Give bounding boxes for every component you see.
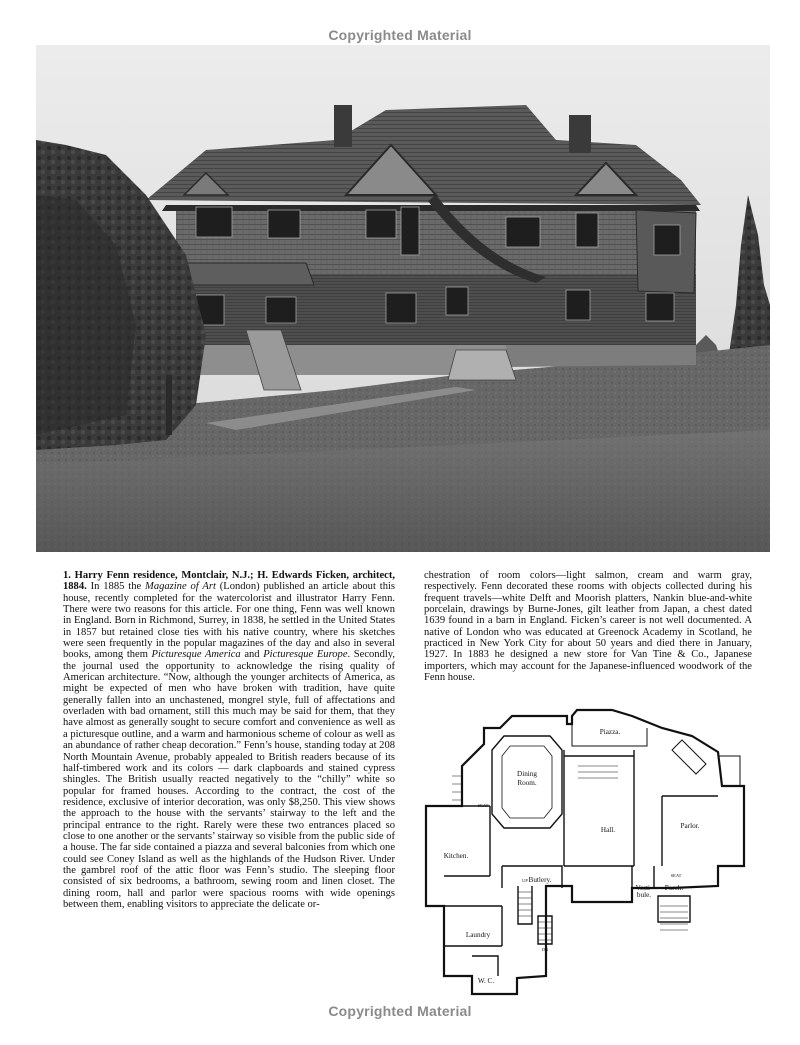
- room-label-wc: W. C.: [477, 977, 495, 985]
- room-label-parlor: Parlor.: [680, 822, 700, 830]
- house-photograph: [36, 45, 770, 552]
- room-label-dining: Dining: [517, 770, 537, 778]
- stair-up-label: UP: [522, 878, 528, 883]
- caption-italic: Picturesque America: [151, 649, 241, 661]
- floor-plan: [422, 706, 752, 1000]
- caption-italic: Magazine of Art: [145, 581, 216, 593]
- caption-right-column: [424, 570, 752, 683]
- room-label-kitchen: Kitchen.: [443, 852, 469, 860]
- caption-continued: chestration of room colors—light salmon, cream and warm gray, respectively. Fenn decorated these rooms with objects collected during his frequent travels—white Delft and Moorish platters, Nankin blue-and-white porcelain, drawings by Burne-Jones, gilt leather from Japan, a chest dated 1639 found in a barn in England. Ficken’s career is not well documented. A native of London who was educated at Greenock Academy in Scotland, he practiced in New York City for about 50 years and died there in January, 1927. In 1883 he designed a new store for Van Tine & Co., Japanese importers, which may account for the Japanese-influenced woodwork of the Fenn house.: [424, 570, 752, 684]
- caption-text: (London) published an article about this house, recently completed for the watercolorist and illustrator Harry Fenn. There were two reasons for this article. For one thing, Fenn was well known in England. Born in Richmond, Surrey, in 1838, he settled in the United States in 1857 but retained close ties with his native country, where his sketches were seen frequently in the popular magazines of the day and also in several books, among them: [63, 581, 396, 661]
- watermark-bottom: Copyrighted Material: [328, 1003, 472, 1019]
- caption-text: . Secondly, the journal used the opportunity to acknowledge the rising quality of American architecture. “Now, although the younger architects of America, as might be expected of men who have broken with tradition, have quite generally fallen into an unchastened, mongrel style, full of affectations and overladen with bad ornament, still this much may be said for them, that they have almost as generally sought to secure comfort and convenience as well as a picturesque outline, and a warm and harmonious scheme of colour as well as an abundance of rather cheap decoration.” Fenn’s house, standing today at 208 North Mountain Avenue, probably appealed to British readers because of its half-timbered work and its colors — dark clapboards and stained cypress shingles. The British usually reacted negatively to the “chilly” white so popular for framed houses. According to the contract, the cost of the residence, exclusive of interior decoration, was only $8,250. This view shows the approach to the house with the servants’ stairway to the left and the principal entrance to the right. Rarely were these two entrances placed so close to one another or the servants’ stairway so visible from the public side of a house. The far side contained a piazza and several balconies from which one could see Coney Island as well as the highlands of the Hudson River. Under the gambrel roof of the attic floor was Fenn’s studio. The sleeping floor consisted of six bedrooms, a bathroom, sewing room and linen closet. The dining room, hall and parlor were spacious rooms with wide openings between them, enabling visitors to appreciate the delicate or-: [63, 649, 395, 910]
- stair-down-label: DN: [541, 947, 549, 952]
- caption-text: In 1885 the: [86, 581, 146, 593]
- watermark-top: Copyrighted Material: [328, 27, 472, 43]
- caption-text: and: [240, 649, 264, 661]
- caption-italic: Picturesque Europe: [263, 649, 348, 661]
- seat-label: SEAT: [670, 873, 682, 878]
- room-label-butlery: Butlery.: [528, 876, 552, 884]
- room-label-piazza: Piazza.: [599, 728, 621, 736]
- room-label-laundry: Laundry: [465, 931, 491, 939]
- caption-left-column: [63, 570, 395, 910]
- room-label-vestibule-2: bule.: [636, 891, 652, 899]
- room-label-hall: Hall.: [600, 826, 616, 834]
- seat-label: SEAT: [477, 803, 489, 808]
- caption-heading: 1. Harry Fenn residence, Montclair, N.J.; H. Edwards Ficken, architect, 1884.: [63, 570, 395, 593]
- room-label-dining-2: Room.: [517, 779, 537, 787]
- room-label-porch: Porch.: [664, 884, 684, 892]
- room-label-vestibule: Vesti-: [635, 884, 653, 892]
- caption-paragraph: [63, 570, 395, 910]
